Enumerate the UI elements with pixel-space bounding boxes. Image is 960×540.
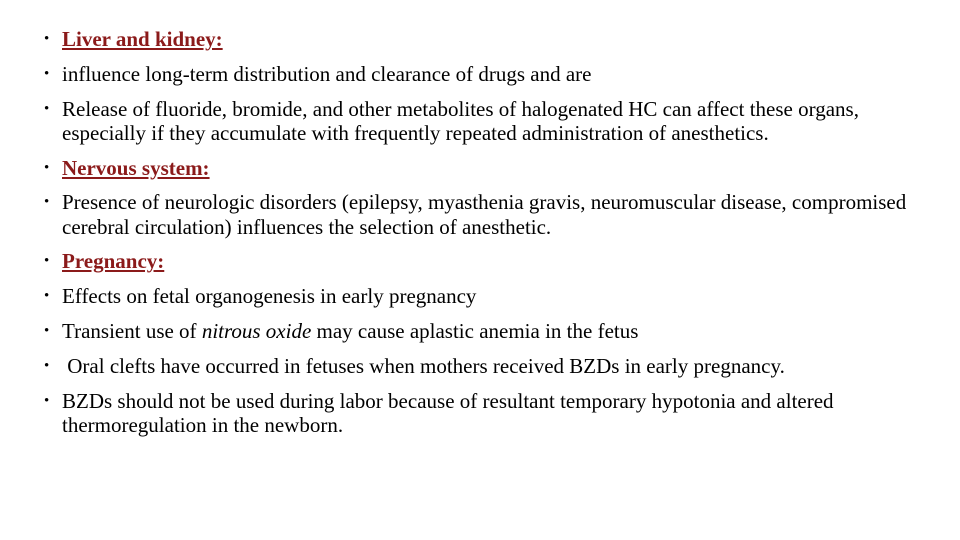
list-item: [44, 190, 934, 238]
list-item-text: BZDs should not be used during labor because of resultant temporary hypotonia and altered thermoregulation in the newborn.: [62, 388, 834, 437]
list-item: [44, 389, 934, 437]
bullet-icon: •: [44, 159, 50, 176]
list-item-nervous-system-heading: [44, 156, 934, 180]
list-item-text: Oral clefts have occurred in fetuses when mothers received BZDs in early pregnancy.: [62, 353, 785, 378]
bullet-icon: •: [44, 31, 50, 47]
bullet-icon: •: [44, 322, 50, 339]
bullet-icon: •: [44, 65, 50, 82]
emphasized-term: nitrous oxide: [201, 318, 312, 343]
list-item-text: Effects on fetal organogenesis in early pregnancy: [62, 284, 477, 309]
list-item-pregnancy-heading: [44, 249, 934, 273]
bullet-icon: •: [44, 253, 50, 270]
section-heading-liver-kidney: Liver and kidney:: [62, 27, 223, 51]
bullet-icon: •: [44, 288, 50, 305]
bullet-list: [44, 27, 934, 448]
list-item-text: influence long-term distribution and clearance of drugs and are: [62, 61, 592, 86]
list-item-text-after: may cause aplastic anemia in the fetus: [311, 318, 639, 343]
list-item: [44, 284, 934, 308]
list-item: [44, 97, 934, 145]
list-item-text: Presence of neurologic disorders (epilepsy, myasthenia gravis, neuromuscular disease, compromised cerebral circulation) influences the selection of anesthetic.: [62, 190, 907, 239]
list-item-text-before: Transient use of: [62, 318, 202, 343]
bullet-icon: •: [44, 357, 50, 374]
list-item-text: Release of fluoride, bromide, and other metabolites of halogenated HC can affect these organs, especially if they accumulate with frequently repeated administration of anesthetics.: [62, 96, 859, 145]
list-item: [44, 62, 934, 86]
list-item: [44, 319, 934, 343]
section-heading-nervous-system: Nervous system:: [62, 155, 210, 180]
bullet-icon: •: [44, 194, 50, 211]
bullet-icon: •: [44, 100, 50, 117]
list-item: [44, 354, 934, 378]
bullet-icon: •: [44, 392, 50, 409]
section-heading-pregnancy: Pregnancy:: [62, 249, 165, 274]
list-item-liver-kidney-heading: [44, 27, 934, 51]
